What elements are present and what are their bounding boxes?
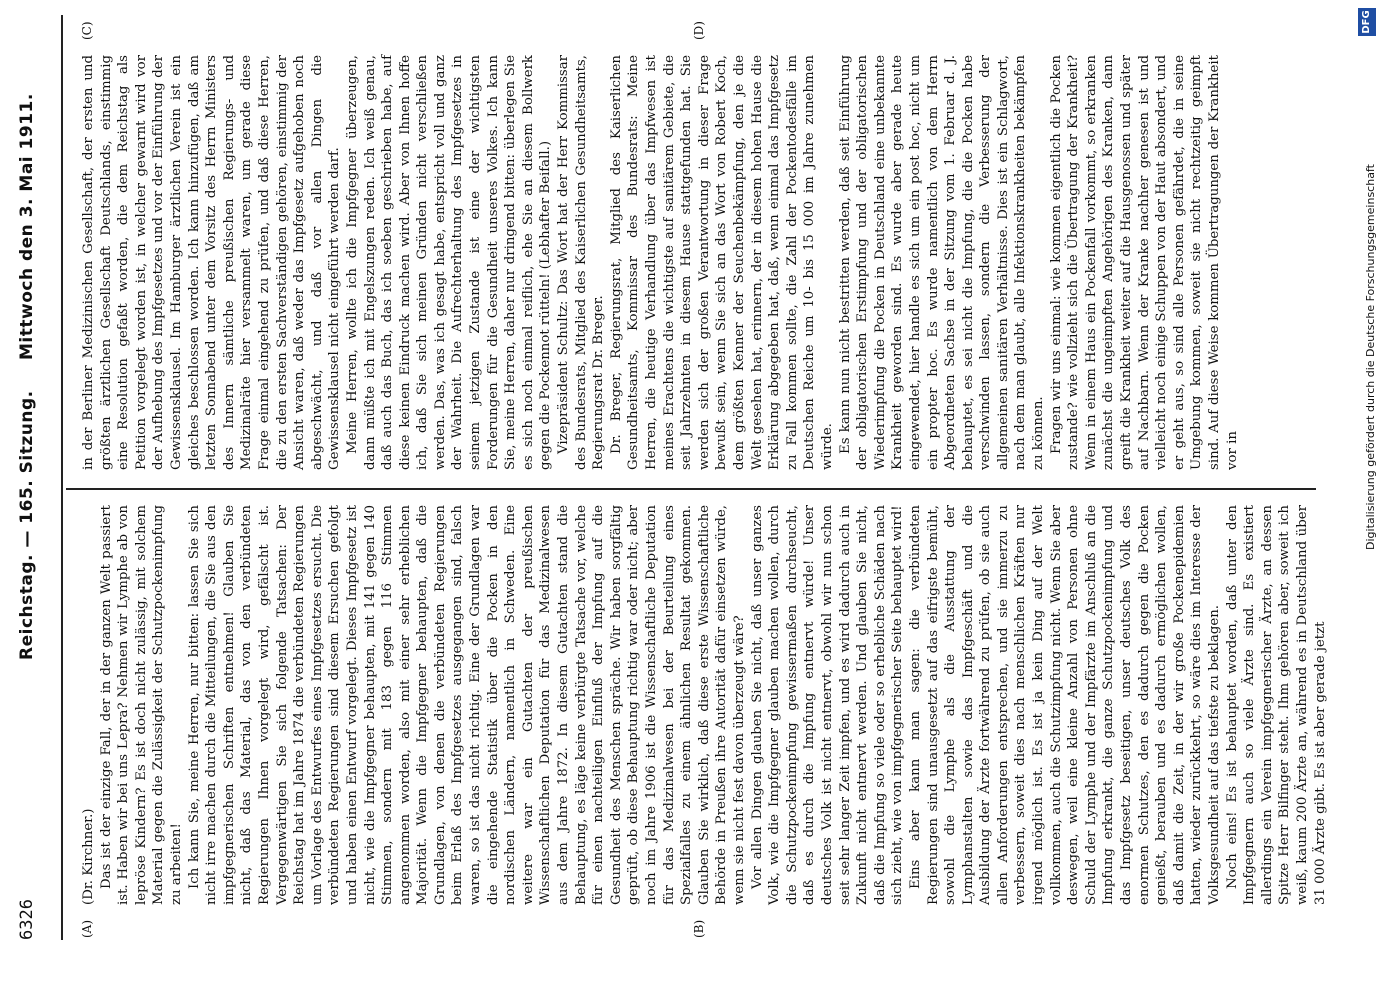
running-title: Reichstag. — 165. Sitzung. [17, 390, 37, 660]
page-number: 6326 [17, 899, 37, 940]
digitization-credit: Digitalisierung gefördert durch die Deutsche Forschungsgemeinschaft [1364, 164, 1377, 550]
paragraph: in der Berliner Medizinischen Gesellschaft, der ersten und größten ärztlichen Gesellschaft Deutschlands, einstimmig eine Resolution gefaßt worden, die dem Reichstag als Petition vorgelegt worden ist, in welcher gewarnt wird vor der Aufhebung des Impfgesetzes und vor der Einführung der Gewissensklausel. Im Hamburger ärztlichen Verein ist ein gleiches beschlossen worden. Ich kann hinzufügen, daß am letzten Sonnabend unter dem Vorsitz des Herrn Ministers des Innern sämtliche preußischen Regierungs- und Medizinalräte hier versammelt waren, um gerade diese Frage einmal eingehend zu prüfen, und daß diese Herren, die zu den ersten Sachverständigen gehören, einstimmig der Ansicht waren, daß weder das Impfgesetz aufgehoben noch abgeschwächt, und daß vor allen Dingen die Gewissensklausel nicht eingeführt werden darf. [81, 55, 343, 470]
column-divider [66, 488, 1316, 490]
paragraph: Noch eins! Es ist behauptet worden, daß unter den Impfgegnern auch so viele Ärzte sind. Es existiert allerdings ein Verein impfgegnerischer Ärzte, an dessen Spitze Herr Bilfinger steht. Ihm gehören aber, soweit ich weiß, kaum 200 Ärzte an, während es in Deutschland über 31 000 Ärzte gibt. Es ist aber gerade jetzt [1224, 505, 1328, 905]
dfg-logo: DFG [1358, 8, 1376, 36]
paragraph: Das ist der einzige Fall, der in der ganzen Welt passiert ist. Haben wir bei uns Lepra? Nehmen wir Lymphe ab von lepröse Kindern? Es ist doch nicht zulässig, mit solchem Material gegen die Zulässigkeit der Schutzpockenimpfung zu arbeiten! [98, 505, 184, 905]
margin-mark-c: (C) [80, 21, 94, 40]
paragraph: Fragen wir uns einmal: wie kommen eigentlich die Pocken zustande? wie vollzieht sich die Übertragung der Krankheit? Wenn in einem Haus ein Pockenfall vorkommt, so erkranken zunächst die ungeimpften Angehörigen des Kranken, dann greift die Krankheit weiter auf die Hausgenossen und später auf Nachbarn. Wenn der Kranke nachher genesen ist und vielleicht noch einige Schuppen von der Haut absondert, und er geht aus, so sind alle Personen gefährdet, die in seine Umgebung kommen, soweit sie nicht rechtzeitig geimpft sind. Auf diese Weise kommen Übertragungen der Krankheit vor in [1048, 55, 1240, 470]
paragraph: Meine Herren, wollte ich die Impfgegner überzeugen, dann müßte ich mit Engelszungen reden. Ich weiß genau, daß auch das Buch, das ich soeben geschrieben habe, auf diese keinen Eindruck machen wird. Aber von Ihnen hoffe ich, daß Sie sich meinen Gründen nicht verschließen werden. Das, was ich gesagt habe, entspricht voll und ganz der Wahrheit. Die Aufrechterhaltung des Impfgesetzes in seinem jetzigen Zustande ist eine der wichtigsten Forderungen für die Gesundheit unseres Volkes. Ich kann Sie, meine Herren, daher nur dringend bitten: überlegen Sie es sich noch einmal reiflich, ehe Sie an diesem Bollwerk gegen die Pockennot rütteln! (Lebhafter Beifall.) [344, 55, 554, 470]
paragraph: Vizepräsident Schultz: Das Wort hat der Herr Kommissar des Bundesrats, Mitglied des Kaiserlichen Gesundheitsamts, Regierungsrat Dr. Breger. [556, 55, 607, 470]
margin-mark-b: (B) [692, 919, 706, 938]
paragraph: Ich kann Sie, meine Herren, nur bitten: lassen Sie sich nicht irre machen durch die Mitteilungen, die Sie aus den impfgegnerischen Schriften entnehmen! Glauben Sie nicht, daß das Material, das von den verbündeten Regierungen Ihnen vorgelegt wird, gefälscht ist. Vergegenwärtigen Sie sich folgende Tatsachen: Der Reichstag hat im Jahre 1874 die verbündeten Regierungen um Vorlage des Entwurfes eines Impfgesetzes ersucht. Die verbündeten Regierungen sind diesem Ersuchen gefolgt und haben einen Entwurf vorgelegt. Dieses Impfgesetz ist nicht, wie die Impfgegner behaupten, mit 141 gegen 140 Stimmen, sondern mit 183 gegen 116 Stimmen angenommen worden, also mit einer sehr erheblichen Majorität. Wenn die Impfgegner behaupten, daß die Grundlagen, von denen die verbündeten Regierungen beim Erlaß des Impfgesetzes ausgegangen sind, falsch waren, so ist das nicht richtig. Eine der Grundlagen war die eingehende Statistik über die Pocken in den nordischen Ländern, namentlich in Schweden. Eine weitere war ein Gutachten der preußischen Wissenschaftlichen Deputation für das Medizinalwesen aus dem Jahre 1872. In diesem Gutachten stand die Behauptung, es läge keine verbürgte Tatsache vor, welche für einen nachteiligen Einfluß der Impfung auf die Gesundheit des Menschen spräche. Wir haben sorgfältig geprüft, ob diese Behauptung richtig war oder nicht; aber noch im Jahre 1906 ist die Wissenschaftliche Deputation für das Medizinalwesen bei der Beurteilung eines Spezialfalles zu einem ähnlichen Resultat gekommen. Glauben Sie wirklich, daß diese erste Wissenschaftliche Behörde in Preußen ihre Autorität dafür einsetzen würde, wenn sie nicht fest davon überzeugt wäre? [186, 505, 747, 905]
paragraph: Es kann nun nicht bestritten werden, daß seit Einführung der obligatorischen Erstimpfung und der obligatorischen Wiederimpfung die Pocken in Deutschland eine unbekannte Krankheit geworden sind. Es wurde aber gerade heute eingewendet, hier handle es sich um ein post hoc, nicht um ein propter hoc. Es wurde namentlich von dem Herrn Abgeordneten Sachse in der Sitzung vom 1. Februar d. J. behauptet, es sei nicht die Impfung, die die Pocken habe verschwinden lassen, sondern die Verbesserung der allgemeinen sanitären Verhältnisse. Dies ist ein Schlagwort, nach dem man glaubt, alle Infektionskrankheiten bekämpfen zu können. [837, 55, 1047, 470]
speaker-continued: (Dr. Kirchner.) [81, 808, 96, 905]
paragraph: Vor allen Dingen glauben Sie nicht, daß unser ganzes Volk, wie die Impfgegner glauben machen wollen, durch die Schutzpockenimpfung gewissermaßen durchseucht, daß es durch die Impfung entnervt würde! Unser deutsches Volk ist nicht entnervt, obwohl wir nun schon seit sehr langer Zeit impfen, und es wird dadurch auch in Zukunft nicht entnervt werden. Und glauben Sie nicht, daß die Impfung so viele oder so erhebliche Schäden nach sich zieht, wie von impfgegnerischer Seite behauptet wird! [749, 505, 906, 905]
left-column [80, 505, 1328, 905]
margin-mark-d: (D) [692, 21, 706, 40]
paragraph: Eins aber kann man sagen: die verbündeten Regierungen sind unausgesetzt auf das eifrigste bemüht, sowohl die Lymphe als die Ausstattung der Lymphanstalten sowie das Impfgeschäft und die Ausbildung der Ärzte fortwährend zu prüfen, ob sie auch allen Anforderungen entsprechen, und sie immerzu zu verbessern, soweit dies nach menschlichen Kräften nur irgend möglich ist. Es ist ja kein Ding auf der Welt vollkommen, auch die Schutzimpfung nicht. Wenn Sie aber deswegen, weil eine kleine Anzahl von Personen ohne Schuld der Lymphe und der Impfärzte im Anschluß an die Impfung erkrankt, die ganze Schutzpockenimpfung und das Impfgesetz beseitigen, unser deutsches Volk des enormen Schutzes, den es dadurch gegen die Pocken genießt, berauben und es dadurch ermöglichen wollen, daß damit die Zeit, in der wir große Pockenepidemien hatten, wieder zurückkehrt, so wäre dies im Interesse der Volksgesundheit auf das tiefste zu beklagen. [907, 505, 1222, 905]
margin-mark-a: (A) [80, 919, 94, 938]
paragraph: Dr. Breger, Regierungsrat, Mitglied des Kaiserlichen Gesundheitsamts, Kommissar des Bundesrats: Meine Herren, die heutige Verhandlung über das Impfwesen ist meines Erachtens die wichtigste auf sanitärem Gebiete, die seit Jahrzehnten in diesem Hause stattgefunden hat. Sie werden sich der großen Verantwortung in dieser Frage bewußt sein, wenn Sie sich an das Wort von Robert Koch, dem größten Kenner der Seuchenbekämpfung, den je die Welt gesehen hat, erinnern, der in diesem hohen Hause die Erklärung abgegeben hat, daß, wenn einmal das Impfgesetz zu Fall kommen sollte, die Zahl der Pockentodesfälle im Deutschen Reiche um 10- bis 15 000 im Jahre zunehmen würde. [608, 55, 835, 470]
header-rule [61, 15, 63, 940]
page-header [12, 0, 42, 960]
right-column [80, 55, 1310, 470]
session-date: Mittwoch den 3. Mai 1911. [17, 93, 37, 360]
